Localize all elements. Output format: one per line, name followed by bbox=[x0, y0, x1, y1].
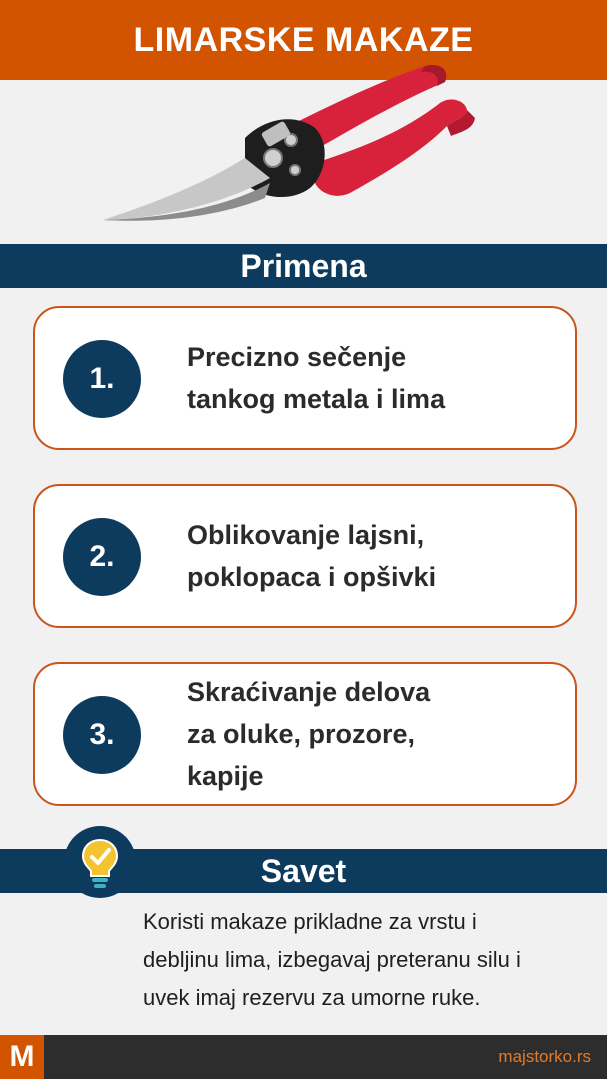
number-badge-3: 3. bbox=[63, 696, 141, 774]
use-case-text-3: Skraćivanje delova za oluke, prozore, kapije bbox=[187, 677, 431, 791]
use-case-card-2 bbox=[33, 484, 577, 628]
footer-bar bbox=[0, 1035, 607, 1079]
use-case-card-1 bbox=[33, 306, 577, 450]
number-badge-2: 2. bbox=[63, 518, 141, 596]
tin-snips-icon bbox=[95, 58, 495, 248]
use-case-text-1: Precizno sečenje tankog metala i lima bbox=[187, 342, 446, 414]
brand-logo: M bbox=[0, 1035, 44, 1079]
section-primena-title: Primena bbox=[240, 247, 367, 284]
page-title: LIMARSKE MAKAZE bbox=[133, 20, 474, 59]
tip-text: Koristi makaze prikladne za vrstu i debljinu lima, izbegavaj preteranu silu i uvek imaj rezervu za umorne ruke. bbox=[143, 909, 521, 1010]
section-primena-bar bbox=[0, 244, 607, 288]
number-badge-1: 1. bbox=[63, 340, 141, 418]
section-savet-title: Savet bbox=[260, 852, 347, 889]
use-case-text-2: Oblikovanje lajsni, poklopaca i opšivki bbox=[187, 520, 437, 592]
use-case-card-3 bbox=[33, 662, 577, 806]
footer-site-link[interactable]: majstorko.rs bbox=[498, 1047, 591, 1066]
lightbulb-check-icon bbox=[64, 826, 136, 898]
